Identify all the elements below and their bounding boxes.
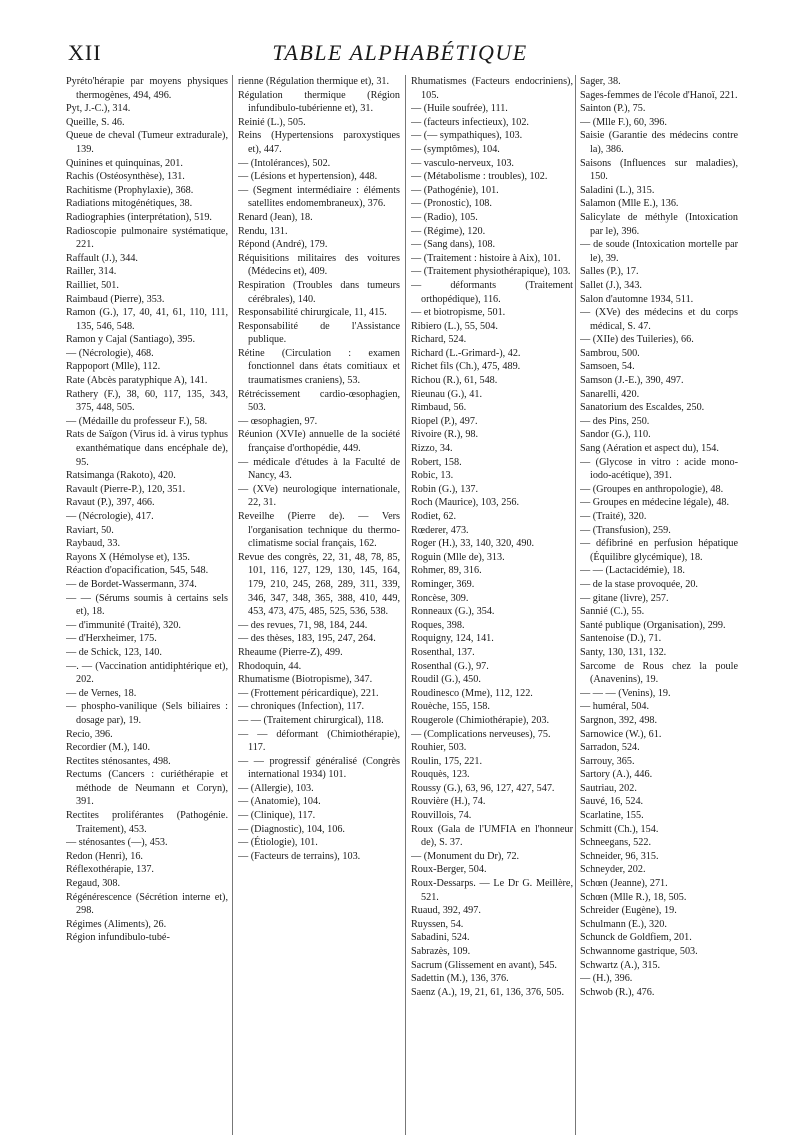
index-entry: — (Médaille du professeur F.), 58. xyxy=(66,415,208,427)
index-entry: — (Nécrologie), 417. xyxy=(66,511,154,522)
index-entry: — (Monument du Dr), 72. xyxy=(411,850,520,862)
index-entry: — (Traité), 320. xyxy=(580,511,647,522)
index-entry: Roux-Dessarps. — Le Dr G. Meillère, 521. xyxy=(411,878,573,903)
index-entry: — — (Traitement chirurgical), 118. xyxy=(238,714,384,726)
index-column-2 xyxy=(238,75,400,1135)
index-entry: Renard (Jean), 18. xyxy=(238,211,313,223)
index-entry: — (Sang dans), 108. xyxy=(411,239,496,251)
index-entry: — des thèses, 183, 195, 247, 264. xyxy=(238,633,376,645)
index-entry: —. — (Vaccination antidiphtérique et), 202. xyxy=(66,660,228,686)
index-entry: Rectums (Cancers : curiéthérapie et méthode de Neumann et Coryn), 391. xyxy=(66,769,228,808)
index-entry: — (Pathogénie), 101. xyxy=(411,184,499,196)
index-entry: Sabadini, 524. xyxy=(411,932,470,944)
index-entry: Rectites proliférantes (Pathogénie. Traitement), 453. xyxy=(66,810,228,835)
index-entry: — (Pronostic), 108. xyxy=(411,198,492,210)
index-entry: Richard (L.-Grimard-), 42. xyxy=(411,347,521,359)
index-entry: Rendu, 131. xyxy=(238,225,288,237)
index-entry: Rappoport (Mlle), 112. xyxy=(66,361,161,373)
index-entry: Ravaut (P.), 397, 466. xyxy=(66,497,155,509)
index-entry: rienne (Régulation thermique et), 31. xyxy=(238,76,390,87)
index-entry: Schwartz (A.), 315. xyxy=(580,959,661,971)
index-entry: Sanatorium des Escaldes, 250. xyxy=(580,402,705,414)
index-entry: — de Bordet-Wassermann, 374. xyxy=(66,578,197,590)
index-entry: Schunck de Goldfiem, 201. xyxy=(580,932,692,944)
index-entry: — (Mlle F.), 60, 396. xyxy=(580,116,667,128)
index-entry: Sauvé, 16, 524. xyxy=(580,796,644,808)
index-entry: Richou (R.), 61, 548. xyxy=(411,375,498,387)
index-entry: — de Vernes, 18. xyxy=(66,687,137,699)
index-entry: — (Huile soufrée), 111. xyxy=(411,103,508,115)
index-entry: Salicylate de méthyle (Intoxication par le), 396. xyxy=(580,211,738,237)
index-entry: — (facteurs infectieux), 102. xyxy=(411,116,529,128)
index-entry: — (Radio), 105. xyxy=(411,211,478,223)
index-entry: Régimes (Aliments), 26. xyxy=(66,918,167,930)
index-entry: Ramon y Cajal (Santiago), 395. xyxy=(66,334,196,346)
index-entry: — (Étiologie), 101. xyxy=(238,837,318,849)
index-entry: Rate (Abcès paratyphique A), 141. xyxy=(66,375,208,387)
index-entry: Rimbaud, 56. xyxy=(411,402,467,414)
index-entry: Radiations mitogénétiques, 38. xyxy=(66,198,193,210)
index-entry: Région infundibulo-tubé- xyxy=(66,932,170,944)
index-entry: Rieunau (G.), 41. xyxy=(411,388,483,400)
index-entry: Saenz (A.), 19, 21, 61, 136, 376, 505. xyxy=(411,986,565,998)
index-entry: — et biotropisme, 501. xyxy=(411,307,506,319)
index-entry: Rayons X (Hémolyse et), 135. xyxy=(66,551,190,563)
index-entry: Roch (Maurice), 103, 256. xyxy=(411,497,520,509)
index-entry: Rhumatismes (Facteurs endocriniens), 105. xyxy=(411,76,573,101)
index-entry: Sarradon, 524. xyxy=(580,742,640,754)
index-entry: — chroniques (Infection), 117. xyxy=(238,701,365,713)
index-entry: Ribiero (L.), 55, 504. xyxy=(411,320,498,332)
index-entry: Schneegans, 522. xyxy=(580,837,652,849)
index-entry: — (Anatomie), 104. xyxy=(238,796,321,808)
index-entry: — (Métabolisme : troubles), 102. xyxy=(411,171,548,183)
index-entry: — (Nécrologie), 468. xyxy=(66,347,154,359)
index-entry: Schneider, 96, 315. xyxy=(580,850,659,862)
index-entry: — (Traitement physiothérapique), 103. xyxy=(411,266,571,278)
index-entry: Schreider (Eugène), 19. xyxy=(580,905,677,917)
index-entry: Richard, 524. xyxy=(411,334,467,346)
index-entry: Recordier (M.), 140. xyxy=(66,742,151,754)
index-entry: Santé publique (Organisation), 299. xyxy=(580,619,726,631)
index-entry: Raviart, 50. xyxy=(66,524,114,536)
index-entry: Rouvillois, 74. xyxy=(411,810,472,822)
index-entry: Répond (André), 179. xyxy=(238,239,328,251)
index-entry: Réaction d'opacification, 545, 548. xyxy=(66,565,209,577)
index-column-3 xyxy=(411,75,573,1135)
index-entry: — (XVe) neurologique internationale, 22, 31. xyxy=(238,483,400,509)
index-entry: Robert, 158. xyxy=(411,456,462,468)
index-entry: — (Groupes en anthropologie), 48. xyxy=(580,483,724,495)
index-entry: Rétine (Circulation : examen fonctionnel dans états comitiaux et traumatismes craniens), 53. xyxy=(238,347,400,387)
index-entry: Roussy (G.), 63, 96, 127, 427, 547. xyxy=(411,782,555,794)
index-entry: — (Facteurs de terrains), 103. xyxy=(238,850,361,862)
index-entry: Sager, 38. xyxy=(580,76,621,87)
index-entry: Sandor (G.), 110. xyxy=(580,429,651,441)
index-entry: Sambrou, 500. xyxy=(580,347,640,359)
index-entry: Railler, 314. xyxy=(66,266,117,278)
index-entry: Responsabilité de l'Assistance publique. xyxy=(238,320,400,346)
index-entry: Sadettin (M.), 136, 376. xyxy=(411,973,509,985)
index-entry: Sartory (A.), 446. xyxy=(580,769,653,781)
index-entry: Roquigny, 124, 141. xyxy=(411,633,494,645)
index-entry: Sarnowice (W.), 61. xyxy=(580,728,662,740)
index-columns xyxy=(66,75,738,1135)
index-entry: Roudinesco (Mme), 112, 122. xyxy=(411,687,533,699)
index-entry: Rhumatisme (Biotropisme), 347. xyxy=(238,674,373,686)
index-entry: — d'immunité (Traité), 320. xyxy=(66,619,181,631)
index-entry: Santenoise (D.), 71. xyxy=(580,633,662,645)
index-entry: Réflexothérapie, 137. xyxy=(66,864,154,876)
index-entry: Sautriau, 202. xyxy=(580,782,637,794)
index-entry: Responsabilité chirurgicale, 11, 415. xyxy=(238,307,387,319)
index-entry: Rominger, 369. xyxy=(411,578,475,590)
index-entry: Pyréto'hérapie par moyens physiques thermogènes, 494, 496. xyxy=(66,76,228,101)
index-entry: Rhodoquin, 44. xyxy=(238,660,302,672)
page-title: TABLE ALPHABÉTIQUE xyxy=(272,40,528,65)
index-entry: — de Schick, 123, 140. xyxy=(66,646,162,658)
index-entry: Rouquès, 123. xyxy=(411,769,470,781)
index-entry: Ruaud, 392, 497. xyxy=(411,905,481,917)
index-entry: Rouèche, 155, 158. xyxy=(411,701,490,713)
column-divider xyxy=(575,75,576,1135)
index-entry: Roudil (G.), 450. xyxy=(411,674,481,686)
page-header xyxy=(68,40,732,70)
index-entry: — médicale d'études à la Faculté de Nancy, 43. xyxy=(238,456,400,482)
index-entry: — (Frottement péricardique), 221. xyxy=(238,687,379,699)
index-entry: Roques, 398. xyxy=(411,619,465,631)
index-entry: Quinines et quinquinas, 201. xyxy=(66,157,183,169)
index-column-4 xyxy=(580,75,738,1135)
index-entry: Roux (Gala de l'UMFIA en l'honneur de), S. 37. xyxy=(411,823,573,849)
index-entry: Radiographies (interprétation), 519. xyxy=(66,211,212,223)
index-entry: Samsoen, 54. xyxy=(580,361,635,373)
index-entry: Railliet, 501. xyxy=(66,279,119,291)
index-entry: — (Intolérances), 502. xyxy=(238,157,331,169)
index-entry: — (Clinique), 117. xyxy=(238,810,316,822)
index-entry: — (XIIe) des Tuileries), 66. xyxy=(580,334,694,346)
index-entry: — de soude (Intoxication mortelle par le), 39. xyxy=(580,239,738,264)
index-entry: — gitane (livre), 257. xyxy=(580,592,669,604)
index-entry: Rougerole (Chimiothérapie), 203. xyxy=(411,714,550,726)
index-entry: Saisons (Influences sur maladies), 150. xyxy=(580,157,738,183)
index-entry: Roguin (Mlle de), 313. xyxy=(411,551,505,563)
index-entry: Salamon (Mlle E.), 136. xyxy=(580,198,679,210)
index-entry: — déformants (Traitement orthopédique), 116. xyxy=(411,279,573,305)
column-divider xyxy=(232,75,233,1135)
index-entry: — — — (Venins), 19. xyxy=(580,687,671,699)
index-entry: — — progressif généralisé (Congrès international 1934) 101. xyxy=(238,755,400,781)
index-entry: — des Pins, 250. xyxy=(580,415,650,427)
index-entry: Ratsimanga (Rakoto), 420. xyxy=(66,470,176,482)
index-entry: Radioscopie pulmonaire systématique, 221. xyxy=(66,225,228,251)
index-entry: Samson (J.-E.), 390, 497. xyxy=(580,375,684,387)
index-entry: Sarrouy, 365. xyxy=(580,755,635,767)
index-entry: Sang (Aération et aspect du), 154. xyxy=(580,443,719,455)
index-entry: Schœn (Mlle R.), 18, 505. xyxy=(580,891,687,903)
index-entry: Roulin, 175, 221. xyxy=(411,755,483,767)
index-entry: Rœderer, 473. xyxy=(411,524,469,536)
index-entry: Ravault (Pierre-P.), 120, 351. xyxy=(66,483,186,495)
index-entry: Ramon (G.), 17, 40, 41, 61, 110, 111, 135, 546, 548. xyxy=(66,307,228,332)
index-entry: — de la stase provoquée, 20. xyxy=(580,578,698,590)
index-entry: Rheaume (Pierre-Z), 499. xyxy=(238,646,343,658)
index-entry: Sannié (C.), 55. xyxy=(580,606,645,618)
index-entry: Respiration (Troubles dans tumeurs cérébrales), 140. xyxy=(238,279,400,305)
index-entry: Salles (P.), 17. xyxy=(580,266,639,278)
index-entry: — Groupes en médecine légale), 48. xyxy=(580,497,730,509)
index-entry: — — déformant (Chimiothérapie), 117. xyxy=(238,728,400,754)
index-entry: Scarlatine, 155. xyxy=(580,810,644,822)
index-entry: Recio, 396. xyxy=(66,728,113,740)
index-entry: — des revues, 71, 98, 184, 244. xyxy=(238,619,368,631)
index-entry: Sacrum (Glissement en avant), 545. xyxy=(411,959,557,971)
index-entry: Roux-Berger, 504. xyxy=(411,864,487,876)
index-entry: — (Traitement : histoire à Aix), 101. xyxy=(411,252,561,264)
index-entry: Redon (Henri), 16. xyxy=(66,850,143,862)
index-entry: Régulation thermique (Région infundibulo-tubérienne et), 31. xyxy=(238,89,400,115)
index-entry: Revue des congrès, 22, 31, 48, 78, 85, 101, 116, 127, 129, 130, 145, 164, 179, 210, 245, 268, 289, 311, 339, 346, 347, 348, 365, 388, 410, 449, 453, 473, 475, 485, 525, 536, 538. xyxy=(238,551,400,618)
index-entry: Robic, 13. xyxy=(411,470,454,482)
index-entry: — sténosantes (—), 453. xyxy=(66,837,168,849)
index-entry: Réunion (XVIe) annuelle de la société française d'orthopédie, 449. xyxy=(238,429,400,455)
index-entry: — (H.), 396. xyxy=(580,973,633,985)
index-entry: Reins (Hypertensions paroxystiques et), 447. xyxy=(238,130,400,155)
index-entry: Rachitisme (Prophylaxie), 368. xyxy=(66,184,194,196)
index-entry: — (Complications nerveuses), 75. xyxy=(411,728,551,740)
index-entry: Roger (H.), 33, 140, 320, 490. xyxy=(411,538,535,550)
index-entry: Regaud, 308. xyxy=(66,878,121,890)
index-entry: Régénérescence (Sécrétion interne et), 298. xyxy=(66,891,228,917)
index-entry: — (Allergie), 103. xyxy=(238,782,314,794)
index-entry: Schneyder, 202. xyxy=(580,864,646,876)
index-entry: Sarcome de Rous chez la poule (Anavenins), 19. xyxy=(580,660,738,686)
index-entry: Rouhier, 503. xyxy=(411,742,467,754)
index-entry: Schwannome gastrique, 503. xyxy=(580,946,698,957)
index-entry: Salon d'automne 1934, 511. xyxy=(580,293,694,305)
index-entry: Sabrazès, 109. xyxy=(411,946,471,957)
index-entry: — vasculo-nerveux, 103. xyxy=(411,157,514,169)
index-entry: Richet fils (Ch.), 475, 489. xyxy=(411,361,521,373)
index-entry: Schwob (R.), 476. xyxy=(580,986,655,998)
index-entry: Rachis (Ostéosynthèse), 131. xyxy=(66,171,185,183)
index-entry: — d'Herxheimer, 175. xyxy=(66,633,157,645)
index-entry: Queille, S. 46. xyxy=(66,116,125,128)
index-entry: — huméral, 504. xyxy=(580,701,650,713)
index-entry: Raffault (J.), 344. xyxy=(66,252,138,264)
index-entry: Reveilhe (Pierre de). — Vers l'organisation technique du thermo-climatisme social français, 162. xyxy=(238,511,400,550)
index-entry: — (Transfusion), 259. xyxy=(580,524,671,536)
index-entry: Pyt, J.-C.), 314. xyxy=(66,103,131,115)
index-entry: Ruyssen, 54. xyxy=(411,918,464,930)
index-entry: Rodiet, 62. xyxy=(411,511,456,522)
index-entry: Sainton (P.), 75. xyxy=(580,103,646,115)
index-entry: Sanarelli, 420. xyxy=(580,388,640,400)
index-entry: Schœn (Jeanne), 271. xyxy=(580,878,668,890)
index-entry: Rohmer, 89, 316. xyxy=(411,565,482,577)
index-entry: Reinié (L.), 505. xyxy=(238,116,306,128)
index-entry: Réquisitions militaires des voitures (Médecins et), 409. xyxy=(238,252,400,278)
index-column-1 xyxy=(66,75,228,1135)
index-entry: — (Glycose in vitro : acide mono-iodo-acétique), 391. xyxy=(580,456,738,482)
index-entry: Saisie (Garantie des médecins contre la), 386. xyxy=(580,130,738,155)
index-entry: Rats de Saïgon (Virus id. à virus typhus exanthématique dans encéphale de), 95. xyxy=(66,429,228,468)
index-entry: — (— sympathiques), 103. xyxy=(411,130,523,142)
index-entry: Saladini (L.), 315. xyxy=(580,184,655,196)
index-entry: Schulmann (E.), 320. xyxy=(580,918,667,930)
index-entry: Raybaud, 33. xyxy=(66,538,121,550)
index-entry: Sargnon, 392, 498. xyxy=(580,714,658,726)
index-entry: Roncèse, 309. xyxy=(411,592,469,604)
index-entry: Rouvière (H.), 74. xyxy=(411,796,486,808)
index-entry: — phospho-vanilique (Sels biliaires : dosage par), 19. xyxy=(66,701,228,726)
index-entry: — — (Sérums soumis à certains sels et), 18. xyxy=(66,592,228,618)
index-entry: Sallet (J.), 343. xyxy=(580,279,642,291)
column-divider xyxy=(405,75,406,1135)
index-entry: Robin (G.), 137. xyxy=(411,483,479,495)
index-entry: Riopel (P.), 497. xyxy=(411,415,478,427)
index-entry: — (Segment intermédiaire : éléments satellites endomembraneux), 376. xyxy=(238,184,400,210)
index-entry: Queue de cheval (Tumeur extradurale), 139. xyxy=(66,130,228,155)
index-entry: Rathery (F.), 38, 60, 117, 135, 343, 375, 448, 505. xyxy=(66,388,228,414)
index-entry: Sages-femmes de l'école d'Hanoï, 221. xyxy=(580,89,738,101)
index-entry: Ronneaux (G.), 354. xyxy=(411,606,495,618)
index-entry: — (Diagnostic), 104, 106. xyxy=(238,823,345,835)
index-entry: — œsophagien, 97. xyxy=(238,415,318,427)
index-entry: Raimbaud (Pierre), 353. xyxy=(66,293,165,305)
index-entry: — — (Lactacidémie), 18. xyxy=(580,565,685,577)
page-number: XII xyxy=(68,40,102,65)
index-entry: Rosenthal, 137. xyxy=(411,646,475,658)
index-entry: — (Lésions et hypertension), 448. xyxy=(238,171,378,183)
index-entry: Rétrécissement cardio-œsophagien, 503. xyxy=(238,388,400,414)
index-entry: Rectites sténosantes, 498. xyxy=(66,755,171,767)
index-entry: Santy, 130, 131, 132. xyxy=(580,646,667,658)
index-entry: Rosenthal (G.), 97. xyxy=(411,660,489,672)
index-entry: Schmitt (Ch.), 154. xyxy=(580,823,659,835)
index-entry: — (XVe) des médecins et du corps médical, S. 47. xyxy=(580,307,738,332)
index-entry: Rivoire (R.), 98. xyxy=(411,429,479,441)
index-entry: — (symptômes), 104. xyxy=(411,143,500,155)
index-entry: — défibriné en perfusion hépatique (Équilibre glycémique), 18. xyxy=(580,538,738,563)
index-entry: — (Régime), 120. xyxy=(411,225,486,237)
index-entry: Rizzo, 34. xyxy=(411,443,453,455)
